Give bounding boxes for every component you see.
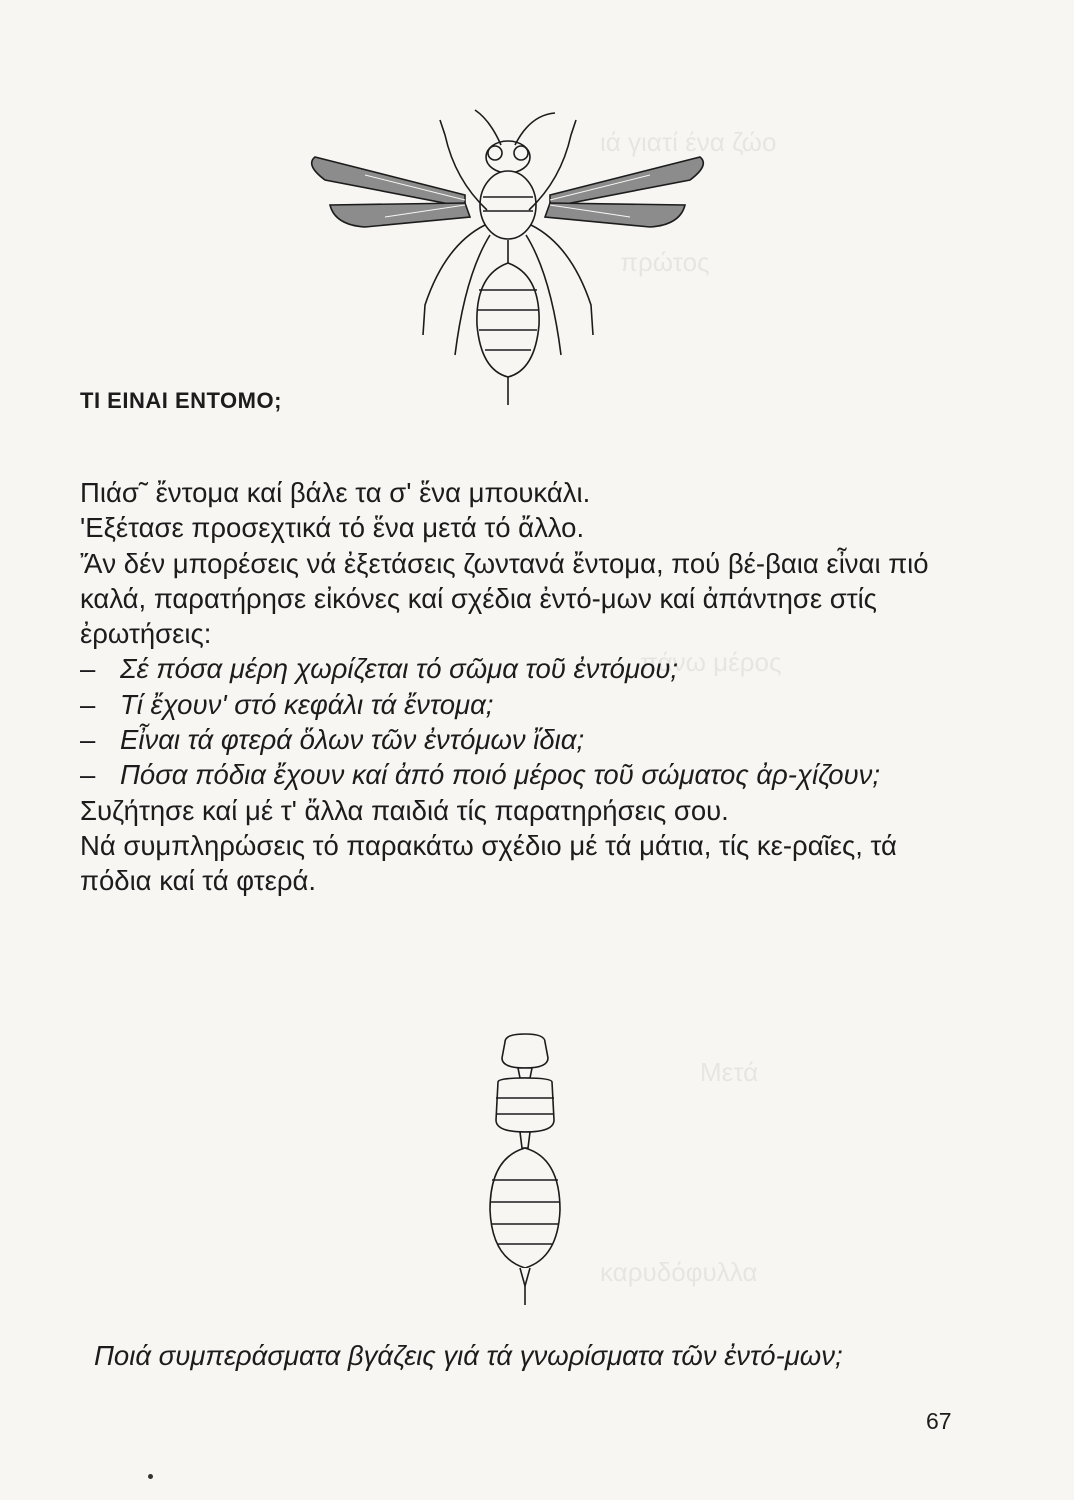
- intro-line-2: 'Εξέτασε προσεχτικά τό ἕνα μετά τό ἄλλο.: [80, 512, 585, 544]
- intro-line-1: Πιάσ῀ ἔντομα καί βάλε τα σ' ἕνα μπουκάλι.: [80, 477, 591, 508]
- question-item: [80, 687, 960, 722]
- closing-line-1: Συζήτησε καί μέ τ' ἄλλα παιδιά τίς παρατηρήσεις σου.: [80, 794, 729, 826]
- section-heading: ΤΙ ΕΙΝΑΙ ΕΝΤΟΜΟ;: [80, 388, 282, 413]
- question-text: Σέ πόσα μέρη χωρίζεται τό σῶμα τοῦ ἐντόμου;: [120, 653, 679, 685]
- question-text: Τί ἔχουν' στό κεφάλι τά ἔντομα;: [120, 688, 494, 720]
- question-text: Εἶναι τά φτερά ὅλων τῶν ἐντόμων ἴδια;: [120, 724, 585, 756]
- question-item: [80, 722, 960, 757]
- question-dash: –: [80, 688, 96, 720]
- question-dash: –: [80, 653, 96, 685]
- question-item: [80, 651, 960, 686]
- intro-paragraph: Ἄν δέν μπορέσεις νά ἐξετάσεις ζωντανά ἔντομα, πού βέ-βαια εἶναι πιό καλά, παρατήρησε εἰκόνες καί σχέδια ἐντό-μων καί ἀπάντησε στίς ἐρωτήσεις:: [80, 547, 929, 650]
- closing-paragraph: Νά συμπληρώσεις τό παρακάτω σχέδιο μέ τά μάτια, τίς κε-ραῖες, τά πόδια καί τά φτερά.: [80, 829, 897, 897]
- question-item: [80, 757, 960, 792]
- print-speck: [148, 1474, 153, 1479]
- question-dash: –: [80, 724, 96, 756]
- question-text: Πόσα πόδια ἔχουν καί ἀπό ποιό μέρος τοῦ σώματος ἀρ-χίζουν;: [120, 759, 881, 791]
- page-number: 67: [926, 1408, 952, 1434]
- insect-body-outline: [470, 1030, 580, 1310]
- body-text: [80, 475, 960, 899]
- conclusion-question: Ποιά συμπεράσματα βγάζεις γιά τά γνωρίσματα τῶν ἐντό-μων;: [94, 1340, 843, 1371]
- wasp-illustration: [305, 105, 715, 435]
- question-dash: –: [80, 759, 96, 791]
